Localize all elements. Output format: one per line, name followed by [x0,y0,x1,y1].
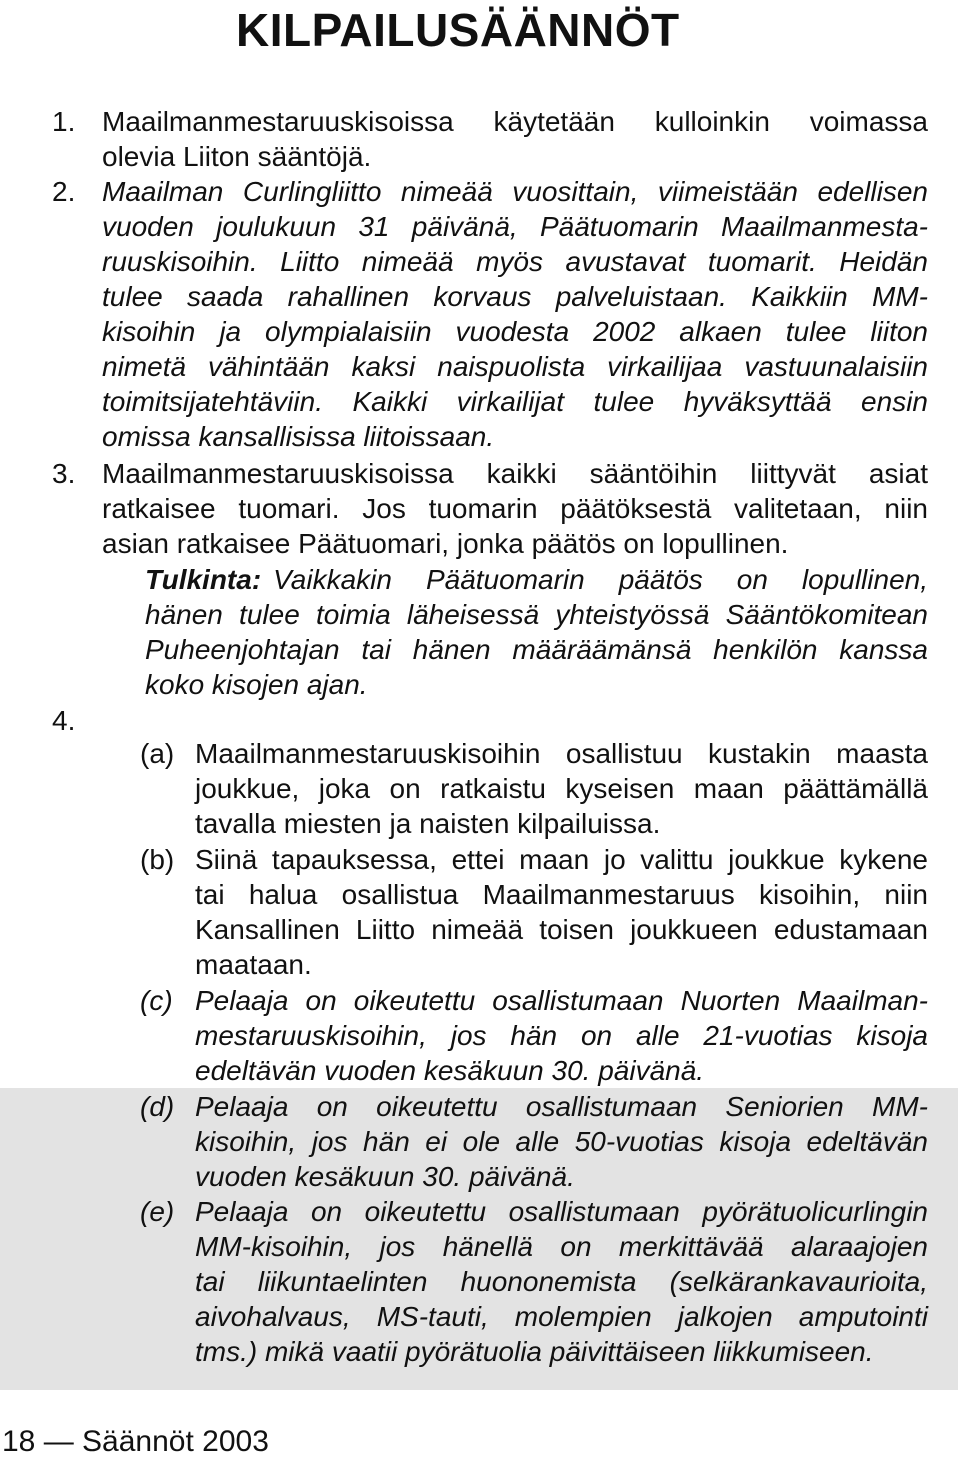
item-e-line: aivohalvaus, MS-tauti, molempien jalkojen amputointi [195,1301,928,1332]
rule-2-line: vuoden joulukuun 31 päivänä, Päätuomarin Maailmanmesta- [102,211,928,242]
item-letter-a: (a) [140,738,175,769]
item-letter-d: (d) [140,1091,175,1122]
page-footer: 18 — Säännöt 2003 [2,1425,269,1458]
rule-3-line: asian ratkaisee Päätuomari, jonka päätös on lopullinen. [102,528,789,559]
item-d-line: vuoden kesäkuun 30. päivänä. [195,1161,575,1192]
page-title: KILPAILUSÄÄNNÖT [236,4,680,56]
item-b-line: Siinä tapauksessa, ettei maan jo valittu joukkue kykene [195,844,928,875]
item-d-line: kisoihin, jos hän ei ole alle 50-vuotias kisoja edeltävän [195,1126,928,1157]
item-c-line: Pelaaja on oikeutettu osallistumaan Nuorten Maailman- [195,985,928,1016]
rule-number-2: 2. [52,176,76,207]
item-b-line: Kansallinen Liitto nimeää toisen joukkueen edustamaan [195,914,928,945]
rule-number-1: 1. [52,106,76,137]
item-a-line: Maailmanmestaruuskisoihin osallistuu kustakin maasta [195,738,928,769]
item-letter-e: (e) [140,1196,175,1227]
item-e-line: tms.) mikä vaatii pyörätuolia päivittäiseen liikkumiseen. [195,1336,874,1367]
rule-2-line: ruuskisoihin. Liitto nimeää myös avustavat tuomarit. Heidän [102,246,928,277]
interpretation-line: Puheenjohtajan tai hänen määräämänsä henkilön kanssa [145,634,928,665]
item-e-line: MM-kisoihin, jos hänellä on merkittävää alaraajojen [195,1231,928,1262]
item-a-line: tavalla miesten ja naisten kilpailuissa. [195,808,661,839]
rule-2-line: toimitsijatehtäviin. Kaikki virkailijat tulee hyväksyttää ensin [102,386,928,417]
item-a-line: joukkue, joka on ratkaistu kyseisen maan päättämällä [195,773,928,804]
item-letter-b: (b) [140,844,175,875]
item-d-line: Pelaaja on oikeutettu osallistumaan Seniorien MM- [195,1091,928,1122]
rule-2-line: omissa kansallisissa liitoissaan. [102,421,495,452]
rule-number-4: 4. [52,705,76,736]
item-c-line: edeltävän vuoden kesäkuun 30. päivänä. [195,1055,705,1086]
interpretation-line: Vaikkakin Päätuomarin päätös on lopullinen, [273,564,928,595]
rule-number-3: 3. [52,458,76,489]
rule-1-line: olevia Liiton sääntöjä. [102,141,372,172]
rule-1-line: Maailmanmestaruuskisoissa käytetään kulloinkin voimassa [102,106,928,137]
rule-2-line: Maailman Curlingliitto nimeää vuosittain, viimeistään edellisen [102,176,928,207]
interpretation-first-line [145,562,928,597]
item-b-line: maataan. [195,949,312,980]
item-b-line: tai halua osallistua Maailmanmestaruus kisoihin, niin [195,879,928,910]
rule-2-line: tulee saada rahallinen korvaus palveluistaan. Kaikkiin MM- [102,281,928,312]
interpretation-line: koko kisojen ajan. [145,669,368,700]
item-e-line: Pelaaja on oikeutettu osallistumaan pyörätuolicurlingin [195,1196,928,1227]
rule-2-line: nimetä vähintään kaksi naispuolista virkailijaa vastuunalaisiin [102,351,928,382]
interpretation-label: Tulkinta: [145,564,262,595]
rule-3-line: Maailmanmestaruuskisoissa kaikki sääntöihin liittyvät asiat [102,458,928,489]
item-e-line: tai liikuntaelinten huononemista (selkärankavaurioita, [195,1266,928,1297]
rule-2-line: kisoihin ja olympialaisiin vuodesta 2002 alkaen tulee liiton [102,316,928,347]
item-c-line: mestaruuskisoihin, jos hän on alle 21-vuotias kisoja [195,1020,928,1051]
interpretation-line: hänen tulee toimia läheisessä yhteistyössä Sääntökomitean [145,599,928,630]
rule-3-line: ratkaisee tuomari. Jos tuomarin päätöksestä valitetaan, niin [102,493,928,524]
item-letter-c: (c) [140,985,173,1016]
